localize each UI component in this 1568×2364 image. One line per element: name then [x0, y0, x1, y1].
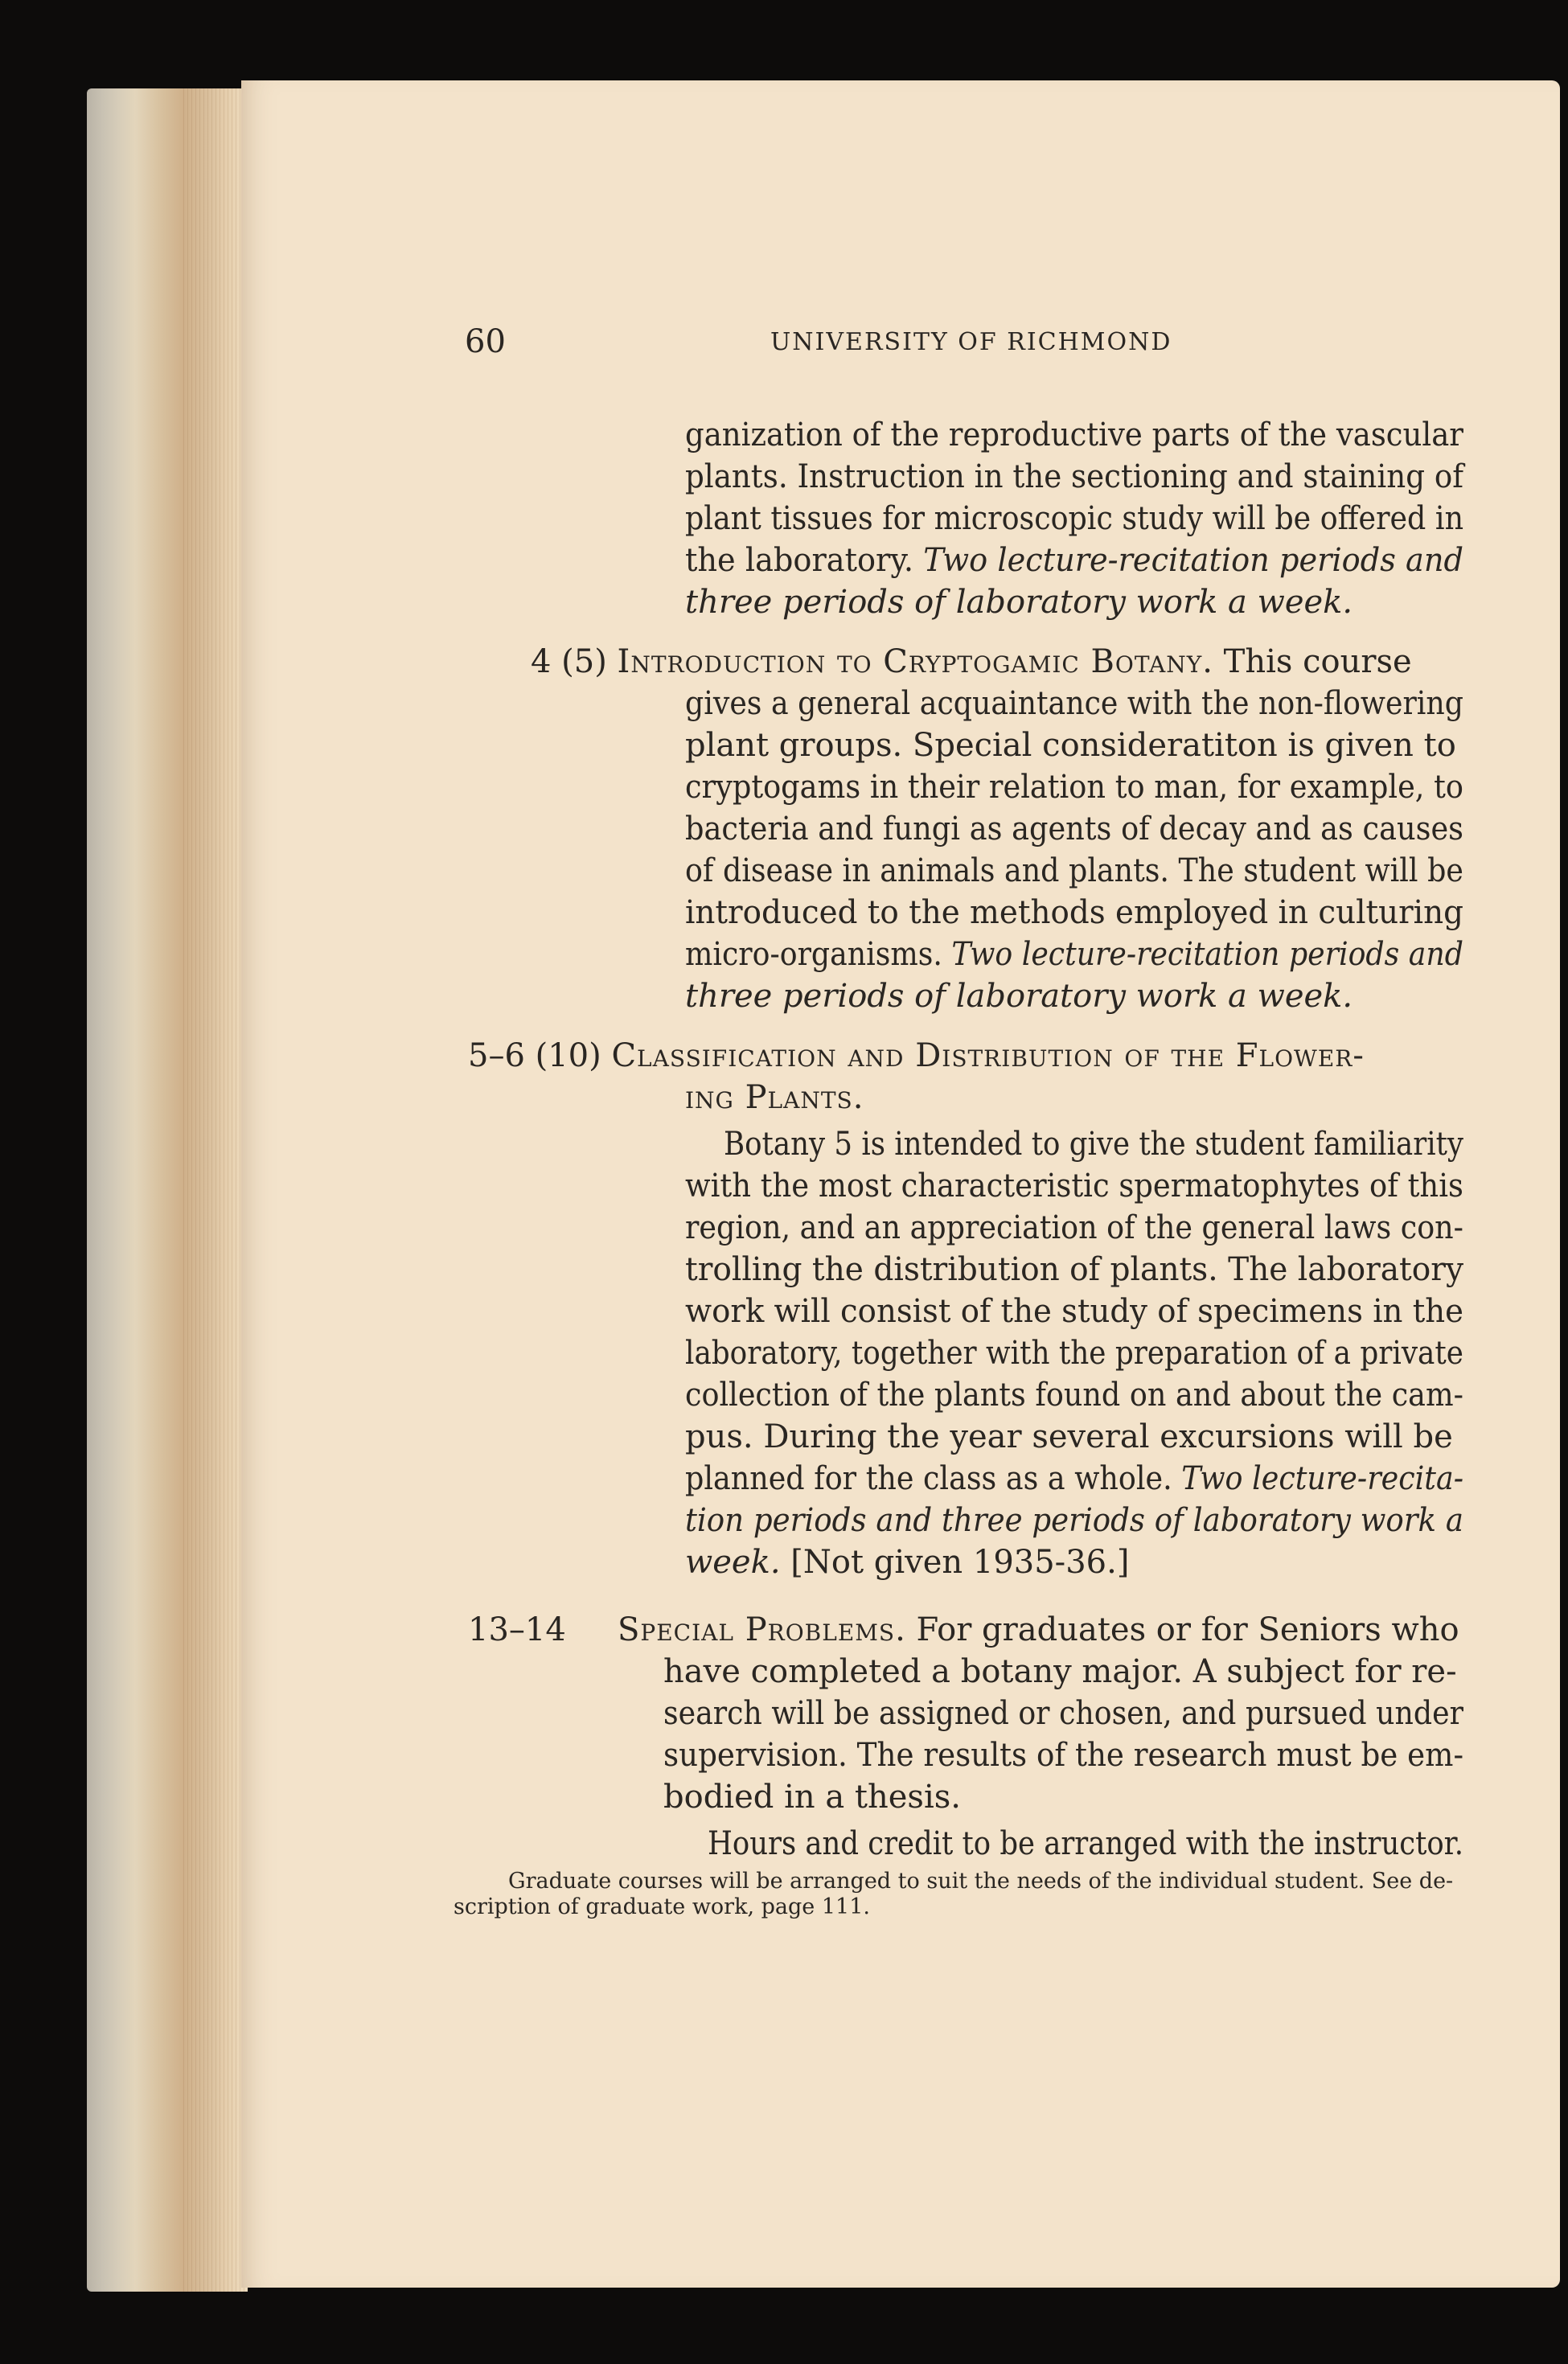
- course-13-14-first-line-rest: For graduates or for Seniors who: [916, 1611, 1459, 1648]
- course-5-6-last-line: [685, 1544, 1129, 1581]
- course-5-6-line-8: pus. During the year several excursions will be: [685, 1418, 1453, 1455]
- course-13-14-heading: [618, 1611, 1459, 1648]
- course-5-6-title-line-1: Classification and Distribution of the Flower-: [611, 1037, 1365, 1074]
- course-4-number: 4 (5): [531, 643, 607, 680]
- course-4-italic-tail: Two lecture-recitation periods and: [951, 936, 1463, 973]
- course-4-heading: [531, 643, 1412, 680]
- course-5-6-title-line-2: ing Plants.: [685, 1079, 864, 1116]
- continuation-line-4-text: the laboratory.: [685, 542, 914, 579]
- continuation-italic-last: three periods of laboratory work a week.: [685, 584, 1353, 621]
- course-5-6-line-5: work will consist of the study of specimens in the: [685, 1293, 1464, 1330]
- course-5-6-line-6: laboratory, together with the preparation of a private: [685, 1335, 1463, 1372]
- course-4-line-1: gives a general acquaintance with the non-flowering: [685, 685, 1464, 722]
- continuation-line-2: plants. Instruction in the sectioning and staining of: [685, 458, 1463, 495]
- course-5-6-italic-line: tion periods and three periods of laboratory work a: [685, 1502, 1464, 1539]
- course-4-first-line-rest: This course: [1223, 643, 1412, 680]
- continuation-line-3: plant tissues for microscopic study will be offered in: [685, 500, 1464, 537]
- course-13-14-title: Special Problems.: [618, 1611, 906, 1648]
- course-4-line-2: plant groups. Special consideratiton is given to: [685, 727, 1456, 764]
- course-5-6-line-9: [685, 1460, 1463, 1497]
- course-13-14-line-4: bodied in a thesis.: [663, 1779, 961, 1816]
- course-5-6-line-4: trolling the distribution of plants. The laboratory: [685, 1251, 1464, 1288]
- course-5-6-heading: [468, 1037, 1365, 1074]
- course-13-14-hours: Hours and credit to be arranged with the instructor.: [708, 1825, 1463, 1862]
- course-5-6-number: 5–6 (10): [468, 1037, 601, 1074]
- course-4-italic-last: three periods of laboratory work a week.: [685, 978, 1353, 1015]
- course-5-6-italic-week: week.: [685, 1544, 781, 1581]
- footnote-line-2: scription of graduate work, page 111.: [454, 1894, 870, 1919]
- course-5-6-note: [Not given 1935-36.]: [790, 1544, 1130, 1581]
- continuation-line-1: ganization of the reproductive parts of the vascular: [685, 417, 1463, 454]
- continuation-line-4: [685, 542, 1463, 579]
- course-5-6-line-7: collection of the plants found on and about the cam-: [685, 1377, 1463, 1414]
- course-5-6-italic-tail: Two lecture-recita-: [1181, 1460, 1464, 1497]
- course-5-6-line-2: with the most characteristic spermatophytes of this: [685, 1168, 1463, 1205]
- page-edges: [87, 88, 248, 2292]
- course-4-line-7-text: micro-organisms.: [685, 936, 942, 973]
- course-5-6-line-9-text: planned for the class as a whole.: [685, 1460, 1172, 1497]
- course-13-14-number: 13–14: [468, 1611, 566, 1648]
- course-13-14-line-1: have completed a botany major. A subject for re-: [663, 1653, 1457, 1690]
- continuation-italic-tail: Two lecture-recitation periods and: [923, 542, 1464, 579]
- course-4-line-5: of disease in animals and plants. The student will be: [685, 852, 1463, 889]
- running-head: UNIVERSITY OF RICHMOND: [770, 328, 1172, 356]
- course-4-line-7: [685, 936, 1463, 973]
- course-5-6-line-1: Botany 5 is intended to give the student familiarity: [724, 1126, 1464, 1163]
- course-4-line-4: bacteria and fungi as agents of decay and as causes: [685, 811, 1464, 848]
- page-number: 60: [465, 323, 506, 360]
- course-13-14-line-2: search will be assigned or chosen, and pursued under: [663, 1695, 1463, 1732]
- footnote-line-1: Graduate courses will be arranged to suit the needs of the individual student. See de-: [508, 1869, 1454, 1894]
- course-4-line-3: cryptogams in their relation to man, for example, to: [685, 769, 1463, 806]
- course-4-title: Introduction to Cryptogamic Botany.: [617, 643, 1213, 680]
- course-5-6-line-3: region, and an appreciation of the general laws con-: [685, 1209, 1463, 1246]
- course-4-line-6: introduced to the methods employed in culturing: [685, 894, 1463, 931]
- course-13-14-line-3: supervision. The results of the research must be em-: [663, 1737, 1464, 1774]
